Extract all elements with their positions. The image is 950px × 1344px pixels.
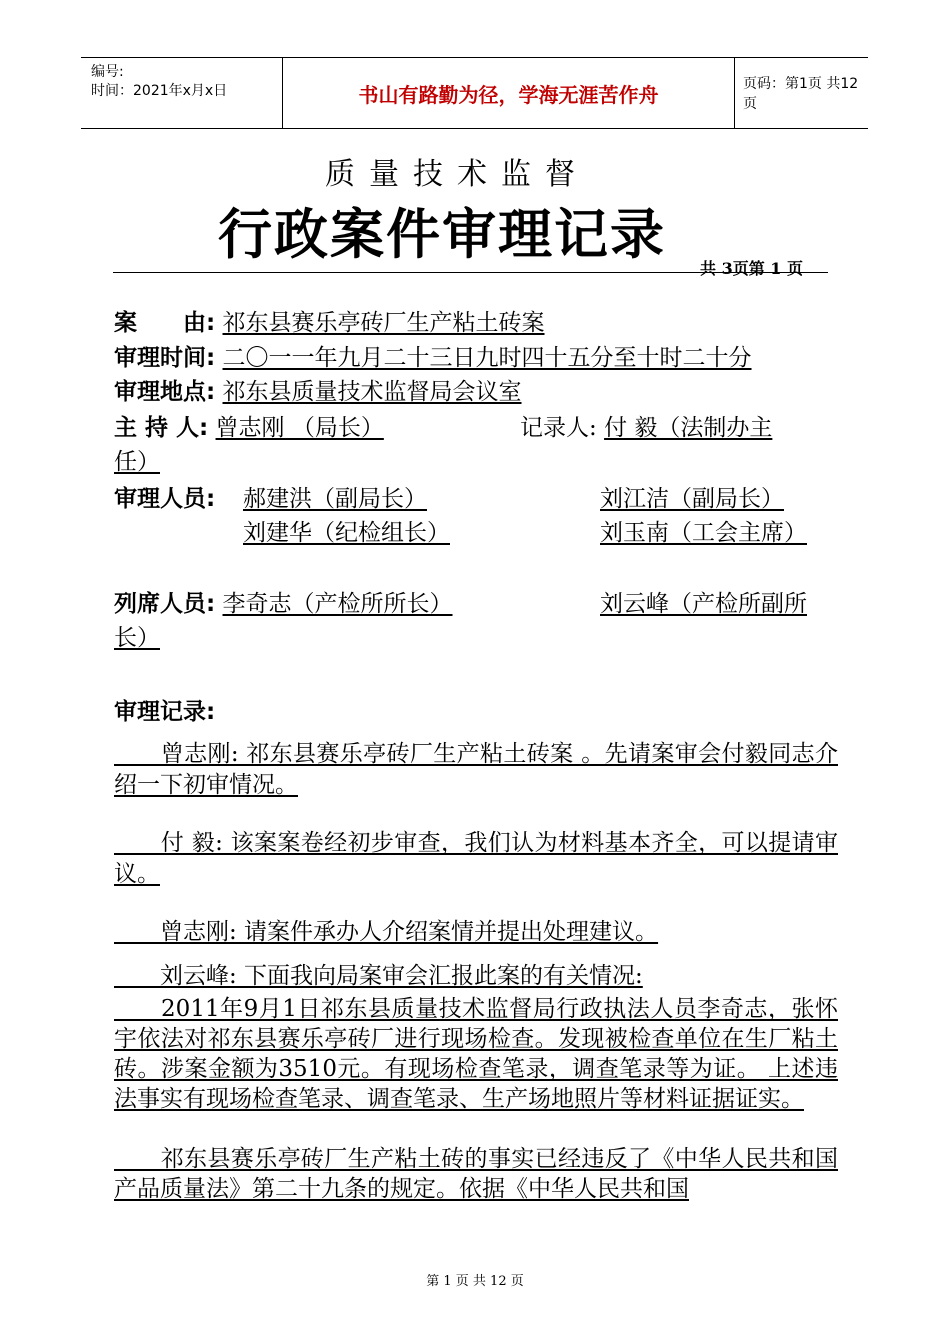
reviewer-4: 刘玉南（工会主席） [600,520,807,546]
case-label: 案 由: [114,310,216,336]
recorder-field [520,413,772,443]
reviewer-3: 刘建华（纪检组长） [243,520,450,546]
record-heading: 审理记录: [114,699,216,725]
recorder-label: 记录人: [520,415,597,441]
header-motto: 书山有路勤为径，学海无涯苦作舟 [282,58,735,128]
number-label: 编号: [91,64,124,80]
place-value: 祁东县质量技术监督局会议室 [222,379,522,405]
case-row [114,308,545,338]
recorder-value: 付 毅（法制办主 [604,415,773,441]
recorder-value-cont: 任） [114,449,160,475]
time-row [114,343,752,373]
attendees-row [114,589,453,619]
page-indicator: 共 3页第 1 页 [700,259,803,278]
place-label: 审理地点: [114,379,216,405]
time-value: 二〇一一年九月二十三日九时四十五分至十时二十分 [222,345,752,371]
document-header [81,57,868,129]
attendee-2-cont: 长） [114,625,160,651]
host-row [114,413,384,443]
reviewers-label: 审理人员: [114,486,216,512]
header-meta [81,58,282,128]
attendees-label: 列席人员: [114,591,216,617]
title-line2: 行政案件审理记录 [218,203,666,266]
record-paragraph-6: 祁东县赛乐亭砖厂生产粘土砖的事实已经违反了《中华人民共和国产品质量法》第二十九条的规定。依据《中华人民共和国 [114,1146,838,1202]
place-row [114,377,522,407]
title-rule [113,272,828,273]
reviewer-2: 刘江洁（副局长） [600,486,784,512]
attendee-1: 李奇志（产检所所长） [222,591,453,617]
record-paragraph-2: 付 毅: 该案案卷经初步审查，我们认为材料基本齐全，可以提请审议。 [114,830,838,887]
reviewer-1: 郝建洪（副局长） [243,486,427,512]
page-footer: 第 1 页 共 12 页 [426,1274,524,1289]
case-value: 祁东县赛乐亭砖厂生产粘土砖案 [222,310,545,336]
record-paragraph-5: 2011年9月1日祁东县质量技术监督局行政执法人员李奇志，张怀宇依法对祁东县赛乐亭砖厂进行现场检查。发现被检查单位在生厂粘土砖。涉案金额为3510元。有现场检查笔录，调查笔录等为证。 上述违法事实有现场检查笔录、调查笔录、生产场地照片等材料证据证实。 [114,996,838,1112]
attendee-2: 刘云峰（产检所副所 [600,591,807,617]
record-paragraph-3: 曾志刚: 请案件承办人介绍案情并提出处理建议。 [114,919,659,945]
record-paragraph-4: 刘云峰: 下面我向局案审会汇报此案的有关情况: [114,963,643,989]
time-label-field: 审理时间: [114,345,216,371]
record-paragraph-1: 曾志刚: 祁东县赛乐亭砖厂生产粘土砖案 。先请案审会付毅同志介绍一下初审情况。 [114,741,838,798]
recorder-cont-row [114,447,160,477]
reviewers-row [114,484,215,514]
title-line1: 质量技术监督 [325,157,589,192]
host-label: 主 持 人: [114,415,209,441]
attendee-cont-row [114,623,160,653]
host-value: 曾志刚 （局长） [215,415,384,441]
record-heading-row [114,697,215,727]
time-label: 时间：2021年x月x日 [91,83,228,99]
header-page-code: 页码：第1页 共12页 [743,76,859,112]
